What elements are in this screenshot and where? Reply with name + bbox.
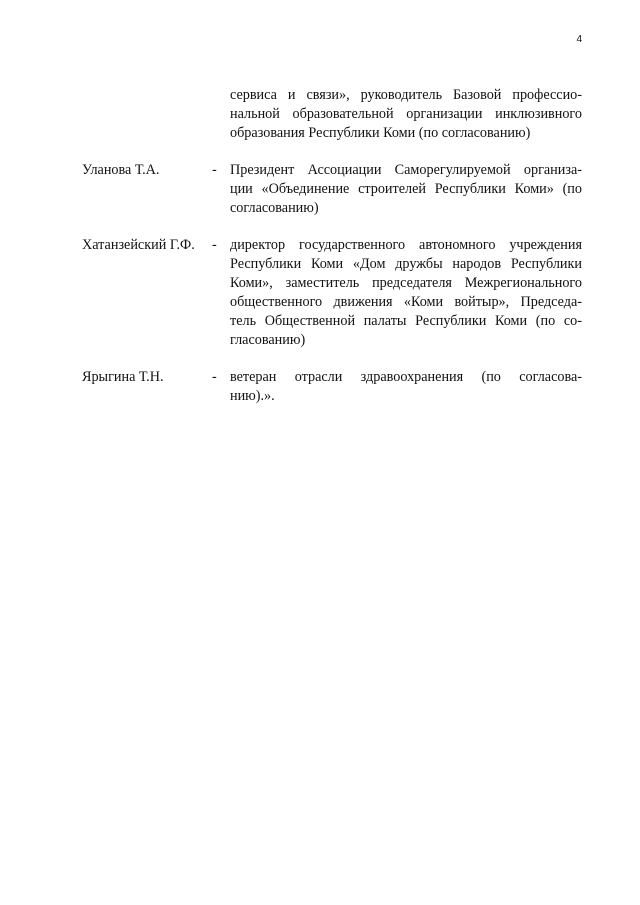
description-line: нальной образовательной организации инклюзивного [230,106,582,122]
description-line: согласованию) [230,200,319,216]
dash-separator: - [212,162,217,178]
description-line: нию).». [230,388,275,404]
page-number: 4 [576,34,582,45]
list-item [82,236,582,350]
member-name: Ярыгина Т.Н. [82,369,164,385]
description-line: образования Республики Коми (по согласованию) [230,125,531,141]
list-item [82,368,582,406]
member-name: Уланова Т.А. [82,162,160,178]
description-line: Президент Ассоциации Саморегулируемой организа- [230,162,582,178]
dash-separator: - [212,237,217,253]
description-line: общественного движения «Коми войтыр», Председа- [230,294,582,310]
description-line: ции «Объединение строителей Республики Коми» (по [230,181,582,197]
member-description [230,161,582,218]
description-line: сервиса и связи», руководитель Базовой профессио- [230,87,582,103]
member-list [82,86,582,424]
description-line: гласованию) [230,332,306,348]
description-line: Коми», заместитель председателя Межрегионального [230,275,582,291]
description-line: тель Общественной палаты Республики Коми (по со- [230,313,582,329]
member-description [230,368,582,406]
description-line: Республики Коми «Дом дружбы народов Республики [230,256,582,272]
member-description [230,86,582,143]
description-line: ветеран отрасли здравоохранения (по согласова- [230,369,582,385]
list-item [82,161,582,218]
dash-separator: - [212,369,217,385]
dash-separator [212,86,230,143]
list-item [82,86,582,143]
member-name: Хатанзейский Г.Ф. [82,237,195,253]
description-line: директор государственного автономного учреждения [230,237,582,253]
member-description [230,236,582,350]
member-name [82,86,212,143]
